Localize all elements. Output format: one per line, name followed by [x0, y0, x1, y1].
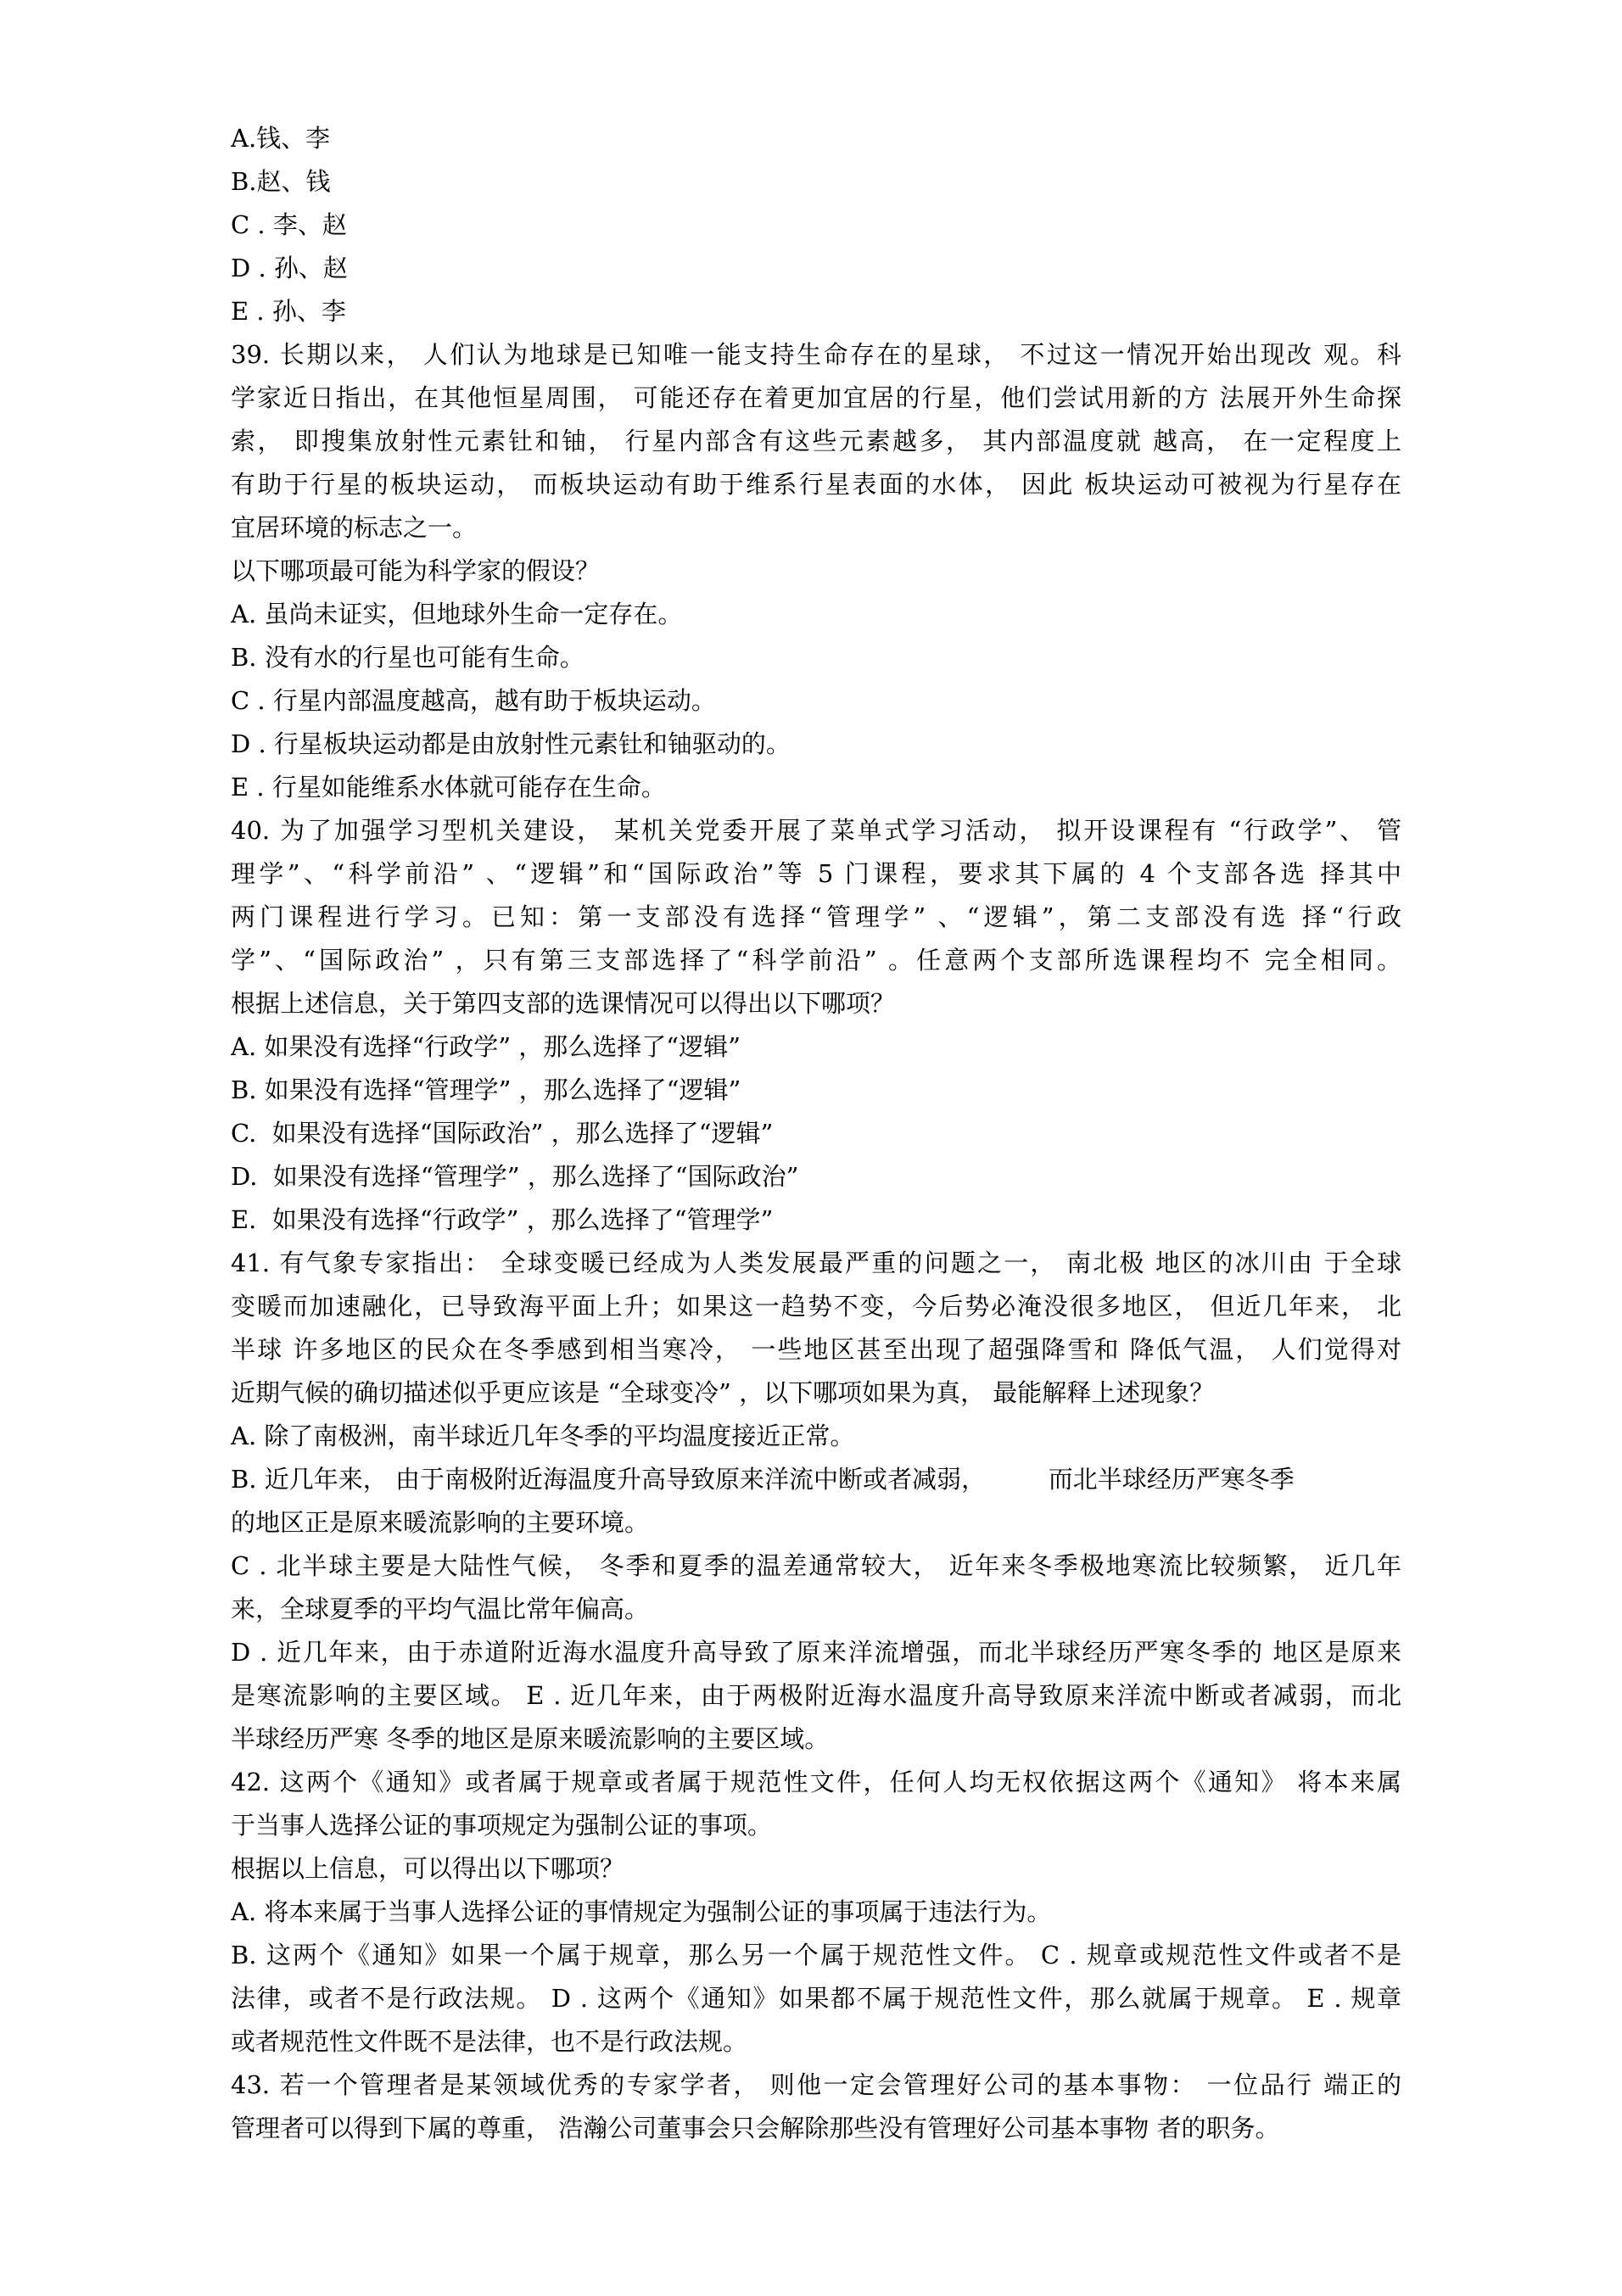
text-line: 根据上述信息，关于第四支部的选课情况可以得出以下哪项？ [231, 989, 896, 1018]
text-line: 42. 这两个《通知》或者属于规章或者属于规范性文件，任何人均无权依据这两个《通知》 将本来属 [231, 1768, 1401, 1796]
text-line: C . 李、赵 [231, 210, 347, 239]
text-line: 理学”、“科学前沿” 、“逻辑”和“国际政治”等 5 门课程，要求其下属的 4 个支部各选 择其中 [231, 859, 1401, 888]
text-line: C . 行星内部温度越高，越有助于板块运动。 [231, 686, 716, 715]
text-line: B. 如果没有选择“管理学” ，那么选择了“逻辑” [231, 1075, 741, 1104]
text-line: 43. 若一个管理者是某领域优秀的专家学者， 则他一定会管理好公司的基本事物： 一位品行 端正的 [231, 2070, 1401, 2099]
text-line: B. 这两个《通知》如果一个属于规章，那么另一个属于规范性文件。 C . 规章或规范性文件或者不是 [231, 1941, 1401, 1969]
text-line: 变暖而加速融化，已导致海平面上升；如果这一趋势不变，今后势必淹没很多地区， 但近几年来， 北 [231, 1292, 1401, 1321]
text-line: A. 除了南极洲，南半球近几年冬季的平均温度接近正常。 [231, 1422, 855, 1450]
text-line: 管理者可以得到下属的尊重， 浩瀚公司董事会只会解除那些没有管理好公司基本事物 者的职务。 [231, 2114, 1280, 2142]
text-line: 40. 为了加强学习型机关建设， 某机关党委开展了菜单式学习活动， 拟开设课程有 “行政学”、 管 [231, 816, 1401, 845]
text-line: D. 如果没有选择“管理学” ，那么选择了“国际政治” [231, 1162, 799, 1191]
text-line: 宜居环境的标志之一。 [231, 513, 478, 542]
text-line: C. 如果没有选择“国际政治” ，那么选择了“逻辑” [231, 1119, 774, 1148]
text-line: D . 孙、赵 [231, 254, 348, 282]
text-line: 的地区正是原来暖流影响的主要环境。 [231, 1508, 650, 1537]
text-line: 学”、“国际政治” ，只有第三支部选择了“科学前沿” 。任意两个支部所选课程均不 完全相同。 [231, 946, 1401, 975]
text-line: C . 北半球主要是大陆性气候， 冬季和夏季的温差通常较大， 近年来冬季极地寒流比较频繁， 近几年 [231, 1551, 1401, 1580]
text-line: 索， 即搜集放射性元素钍和铀， 行星内部含有这些元素越多， 其内部温度就 越高， 在一定程度上 [231, 427, 1401, 455]
text-line: 41. 有气象专家指出： 全球变暖已经成为人类发展最严重的问题之一， 南北极 地区的冰川由 于全球 [231, 1249, 1401, 1277]
text-line: E . 孙、李 [231, 297, 346, 326]
text-line: B.赵、钱 [231, 167, 331, 196]
text-line: B. 没有水的行星也可能有生命。 [231, 643, 584, 672]
document-page [231, 117, 1401, 2150]
text-line: 来，全球夏季的平均气温比常年偏高。 [231, 1595, 650, 1623]
text-line: D . 近几年来，由于赤道附近海水温度升高导致了原来洋流增强，而北半球经历严寒冬季的 地区是原来 [231, 1638, 1401, 1667]
text-line: 两门课程进行学习。已知：第一支部没有选择“管理学” 、“逻辑”，第二支部没有选 择“行政 [231, 902, 1401, 931]
text-line: 或者规范性文件既不是法律，也不是行政法规。 [231, 2027, 748, 2056]
text-line: E. 如果没有选择“行政学” ，那么选择了“管理学” [231, 1205, 774, 1234]
text-line: 半球经历严寒 冬季的地区是原来暖流影响的主要区域。 [231, 1724, 830, 1753]
text-line: 有助于行星的板块运动， 而板块运动有助于维系行星表面的水体， 因此 板块运动可被视为行星存在 [231, 470, 1401, 499]
text-line: A.钱、李 [231, 124, 331, 153]
text-line: A. 虽尚未证实，但地球外生命一定存在。 [231, 600, 683, 628]
text-line: 是寒流影响的主要区域。 E . 近几年来，由于两极附近海水温度升高导致原来洋流中断或者减弱，而北 [231, 1681, 1401, 1710]
text-line: 学家近日指出，在其他恒星周围， 可能还存在着更加宜居的行星，他们尝试用新的方 法展开外生命探 [231, 383, 1401, 412]
text-line: D . 行星板块运动都是由放射性元素钍和铀驱动的。 [231, 729, 791, 758]
text-line: 于当事人选择公证的事项规定为强制公证的事项。 [231, 1811, 773, 1840]
text-line: 近期气候的确切描述似乎更应该是 “全球变冷” ，以下哪项如果为真， 最能解释上述现象？ [231, 1378, 1215, 1407]
text-line: A. 如果没有选择“行政学” ，那么选择了“逻辑” [231, 1032, 741, 1061]
text-line: 根据以上信息，可以得出以下哪项？ [231, 1854, 625, 1883]
text-line: A. 将本来属于当事人选择公证的事情规定为强制公证的事项属于违法行为。 [231, 1897, 1052, 1926]
text-line: 法律，或者不是行政法规。 D . 这两个《通知》如果都不属于规范性文件，那么就属于规章。 E . 规章 [231, 1984, 1401, 2013]
text-line: 39. 长期以来， 人们认为地球是已知唯一能支持生命存在的星球， 不过这一情况开始出现改 观。科 [231, 340, 1401, 369]
text-line: 半球 许多地区的民众在冬季感到相当寒冷， 一些地区甚至出现了超强降雪和 降低气温， 人们觉得对 [231, 1335, 1401, 1364]
text-line: B. 近几年来， 由于南极附近海温度升高导致原来洋流中断或者减弱， 而北半球经历严寒冬季 [231, 1465, 1295, 1494]
text-line: E . 行星如能维系水体就可能存在生命。 [231, 773, 666, 802]
text-line: 以下哪项最可能为科学家的假设？ [231, 556, 601, 585]
